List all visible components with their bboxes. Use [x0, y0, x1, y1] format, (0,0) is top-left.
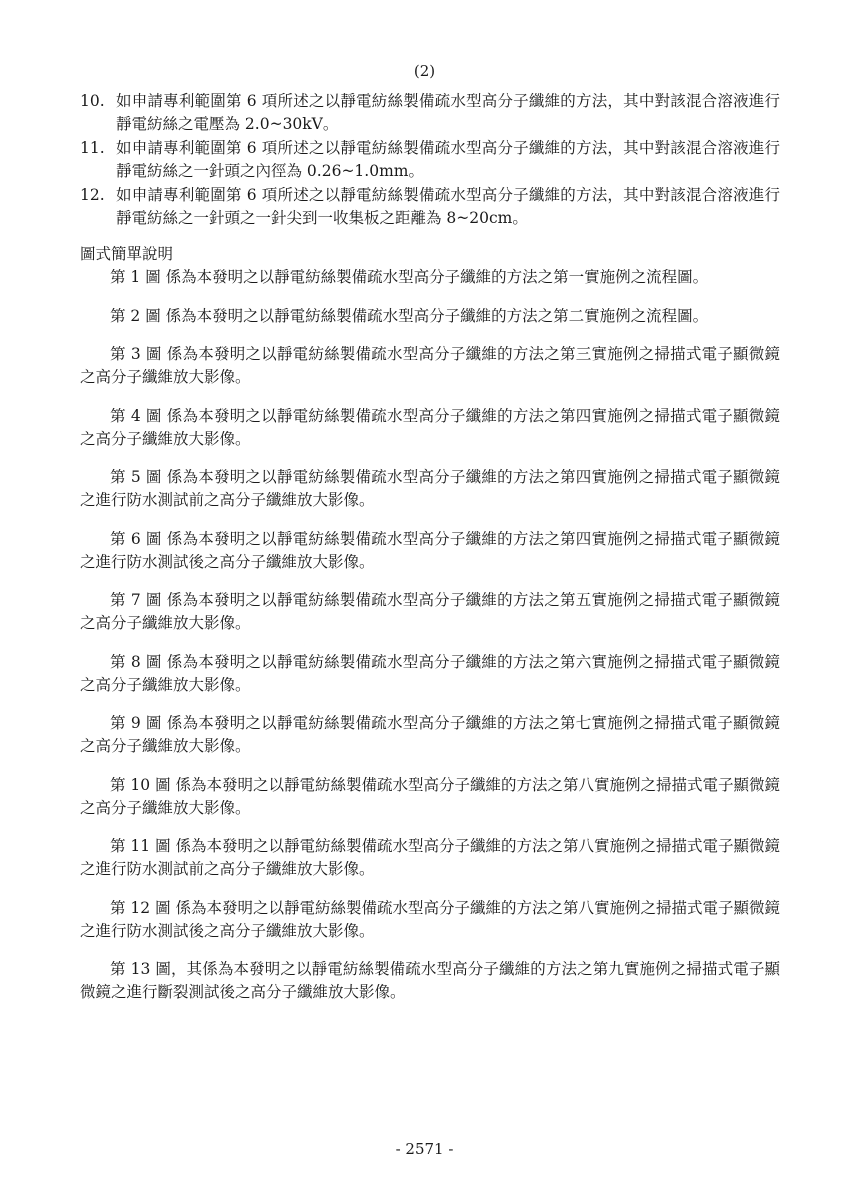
figure-description: 第 11 圖 係為本發明之以靜電紡絲製備疏水型高分子纖維的方法之第八實施例之掃描式電子顯微鏡之進行防水測試前之高分子纖維放大影像。 — [80, 837, 781, 878]
figure-description: 第 7 圖 係為本發明之以靜電紡絲製備疏水型高分子纖維的方法之第五實施例之掃描式電子顯微鏡之高分子纖維放大影像。 — [80, 591, 780, 632]
section-title: 圖式簡單說明 — [80, 245, 174, 263]
figure-description: 第 6 圖 係為本發明之以靜電紡絲製備疏水型高分子纖維的方法之第四實施例之掃描式電子顯微鏡之進行防水測試後之高分子纖維放大影像。 — [80, 529, 780, 571]
claims-list — [80, 90, 780, 231]
claim-number: 11. — [80, 139, 105, 157]
claim-text: 如申請專利範圍第 6 項所述之以靜電紡絲製備疏水型高分子纖維的方法，其中對該混合溶液進行靜電紡絲之一針頭之內徑為 0.26~1.0mm。 — [116, 139, 780, 180]
claim-number: 12. — [80, 186, 105, 204]
figure-description: 第 1 圖 係為本發明之以靜電紡絲製備疏水型高分子纖維的方法之第一實施例之流程圖。 — [110, 268, 709, 286]
claim-item — [80, 137, 780, 183]
figure-description: 第 9 圖 係為本發明之以靜電紡絲製備疏水型高分子纖維的方法之第七實施例之掃描式電子顯微鏡之高分子纖維放大影像。 — [80, 714, 780, 755]
figure-description: 第 2 圖 係為本發明之以靜電紡絲製備疏水型高分子纖維的方法之第二實施例之流程圖。 — [110, 306, 709, 325]
claim-text: 如申請專利範圍第 6 項所述之以靜電紡絲製備疏水型高分子纖維的方法，其中對該混合溶液進行靜電紡絲之一針頭之一針尖到一收集板之距離為 8~20cm。 — [116, 186, 780, 227]
figure-description: 第 12 圖 係為本發明之以靜電紡絲製備疏水型高分子纖維的方法之第八實施例之掃描式電子顯微鏡之進行防水測試後之高分子纖維放大影像。 — [80, 898, 781, 940]
figure-description: 第 4 圖 係為本發明之以靜電紡絲製備疏水型高分子纖維的方法之第四實施例之掃描式電子顯微鏡之高分子纖維放大影像。 — [80, 406, 780, 448]
claim-item — [80, 90, 780, 136]
figure-descriptions — [80, 266, 780, 1007]
figure-description: 第 3 圖 係為本發明之以靜電紡絲製備疏水型高分子纖維的方法之第三實施例之掃描式電子顯微鏡之高分子纖維放大影像。 — [80, 345, 780, 386]
page-number: - 2571 - — [395, 1140, 454, 1158]
claim-item — [80, 184, 780, 230]
figure-description: 第 13 圖，其係為本發明之以靜電紡絲製備疏水型高分子纖維的方法之第九實施例之掃描式電子顯微鏡之進行斷裂測試後之高分子纖維放大影像。 — [80, 960, 780, 1001]
figure-description: 第 8 圖 係為本發明之以靜電紡絲製備疏水型高分子纖維的方法之第六實施例之掃描式電子顯微鏡之高分子纖維放大影像。 — [80, 652, 780, 694]
page-header: (2) — [413, 62, 436, 80]
claim-number: 10. — [80, 92, 105, 110]
figure-description: 第 5 圖 係為本發明之以靜電紡絲製備疏水型高分子纖維的方法之第四實施例之掃描式電子顯微鏡之進行防水測試前之高分子纖維放大影像。 — [80, 468, 780, 509]
claim-text: 如申請專利範圍第 6 項所述之以靜電紡絲製備疏水型高分子纖維的方法，其中對該混合溶液進行靜電紡絲之電壓為 2.0~30kV。 — [116, 92, 780, 133]
figure-description: 第 10 圖 係為本發明之以靜電紡絲製備疏水型高分子纖維的方法之第八實施例之掃描式電子顯微鏡之高分子纖維放大影像。 — [80, 775, 781, 817]
